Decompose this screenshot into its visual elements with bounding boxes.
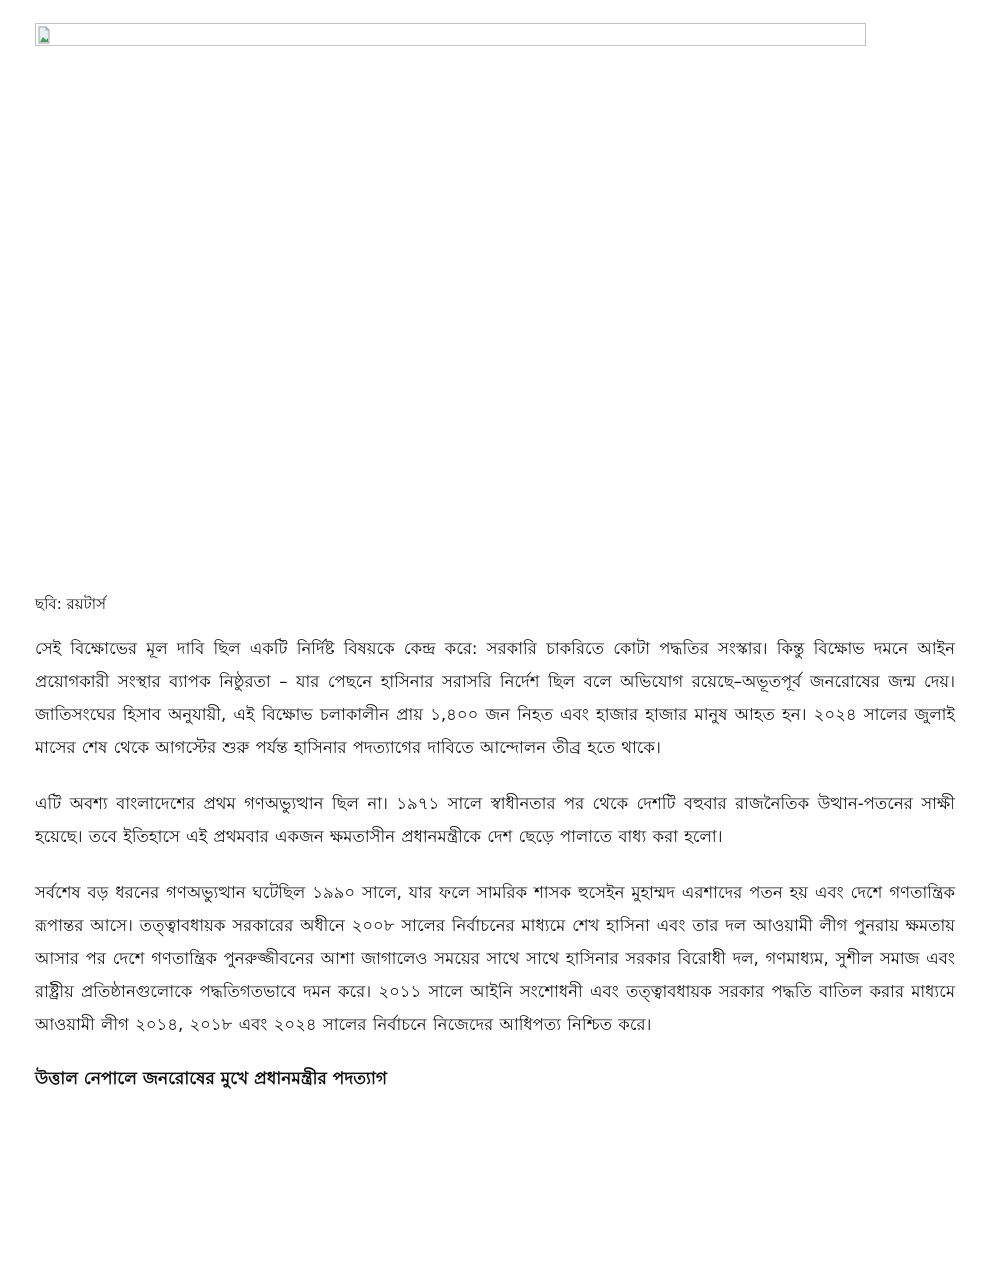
paragraph: সর্বশেষ বড় ধরনের গণঅভ্যুত্থান ঘটেছিল ১৯৯০ সালে, যার ফলে সামরিক শাসক হুসেইন মুহাম্মদ এরশাদের পতন হয় এবং দেশে গণতান্ত্রিক রূপান্তর আসে। তত্ত্বাবধায়ক সরকারের অধীনে ২০০৮ সালের নির্বাচনের মাধ্যমে শেখ হাসিনা এবং তার দল আওয়ামী লীগ পুনরায় ক্ষমতায় আসার পর দেশে গণতান্ত্রিক পুনরুজ্জীবনের আশা জাগালেও সময়ের সাথে সাথে হাসিনার সরকার বিরোধী দল, গণমাধ্যম, সুশীল সমাজ এবং রাষ্ট্রীয় প্রতিষ্ঠানগুলোকে পদ্ধতিগতভাবে দমন করে। ২০১১ সালে আইনি সংশোধনী এবং তত্ত্বাবধায়ক সরকার পদ্ধতি বাতিল করার মাধ্যমে আওয়ামী লীগ ২০১৪, ২০১৮ এবং ২০২৪ সালের নির্বাচনে নিজেদের আধিপত্য নিশ্চিত করে।: [35, 883, 955, 1034]
section-heading: উত্তাল নেপালে জনরোষের মুখে প্রধানমন্ত্রীর পদত্যাগ: [35, 1069, 388, 1089]
paragraph: সেই বিক্ষোভের মূল দাবি ছিল একটি নির্দিষ্ট বিষয়কে কেন্দ্র করে: সরকারি চাকরিতে কোটা পদ্ধতির সংস্কার। কিন্তু বিক্ষোভ দমনে আইন প্রয়োগকারী সংস্থার ব্যাপক নিষ্ঠুরতা – যার পেছনে হাসিনার সরাসরি নির্দেশ ছিল বলে অভিযোগ রয়েছে–অভূতপূর্ব জনরোষের জন্ম দেয়। জাতিসংঘের হিসাব অনুযায়ী, এই বিক্ষোভ চলাকালীন প্রায় ১,৪০০ জন নিহত এবং হাজার হাজার মানুষ আহত হন। ২০২৪ সালের জুলাই মাসের শেষ থেকে আগস্টের শুরু পর্যন্ত হাসিনার পদত্যাগের দাবিতে আন্দোলন তীব্র হতে থাকে।: [35, 639, 955, 757]
paragraph: এটি অবশ্য বাংলাদেশের প্রথম গণঅভ্যুত্থান ছিল না। ১৯৭১ সালে স্বাধীনতার পর থেকে দেশটি বহুবার রাজনৈতিক উত্থান-পতনের সাক্ষী হয়েছে। তবে ইতিহাসে এই প্রথমবার একজন ক্ষমতাসীন প্রধানমন্ত্রীকে দেশ ছেড়ে পালাতে বাধ্য করা হলো।: [35, 794, 955, 846]
image-caption: ছবি: রয়টার্স: [35, 595, 107, 613]
article-image-placeholder: [35, 23, 866, 46]
article-body: [35, 632, 955, 1094]
broken-image-icon: [38, 26, 50, 44]
